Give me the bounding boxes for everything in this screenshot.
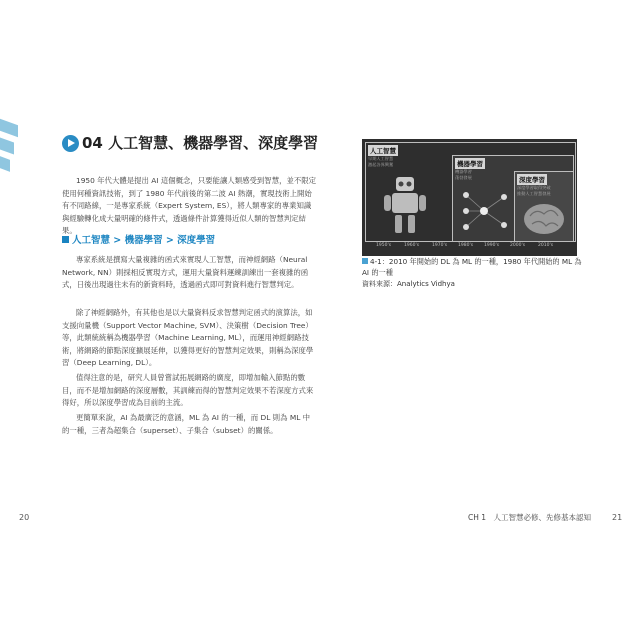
section-title: 04 人工智慧、機器學習、深度學習 [82, 134, 319, 152]
paragraph-4: 值得注意的是，研究人員曾嘗試拓展網路的廣度，即增加輸入節點的數目，而不是增加網路的深度層數，其訓練而得的智慧判定效果不若深度方式來得好，所以深度學習成為目前的主流。 [62, 373, 314, 407]
figure-source: 資料來源：Analytics Vidhya [362, 280, 455, 288]
year-label: 2000's [510, 243, 526, 248]
year-label: 1960's [404, 243, 420, 248]
brain-icon [522, 202, 566, 238]
decorative-stripe [0, 156, 10, 172]
paragraph-2: 專家系統是撰寫大量複雜的函式來實現人工智慧，而神經網路（Neural Network, NN）則採相反實現方式，運用大量資料運練訓練出一套複雜的函式，日後出現過往未有的新資料時，透過函式即可對資料進行智慧判定。 [62, 255, 309, 289]
dl-sublabel: 深度學習取得突破 推動人工智慧發展 [517, 185, 551, 196]
year-label: 2010's [538, 243, 554, 248]
figure-caption [362, 257, 582, 278]
timeline [370, 243, 575, 253]
subheading [62, 232, 317, 246]
ai-sublabel: 早期人工智慧 激起各界興奮 [368, 156, 394, 167]
subheading-text: 人工智慧 > 機器學習 > 深度學習 [72, 235, 216, 246]
ml-sublabel: 機器學習 蓬勃發展 [455, 169, 472, 180]
decorative-stripe [0, 137, 14, 154]
paragraph-3: 除了神經網路外，有其他也是以大量資料反求智慧判定函式的演算法，如支援向量機（Support Vector Machine, SVM）、決策樹（Decision Tree）等，此類統統稱為機器學習（Machine Learning, ML），而運用神經網路技術，將網路的節點深度擴展延伸，以獲得更好的智慧判定效果，則稱為深度學習（Deep Learning, DL）。 [62, 308, 314, 367]
network-icon [460, 187, 510, 235]
play-icon [62, 135, 79, 152]
ai-label: 人工智慧 [370, 147, 396, 155]
square-bullet-icon [62, 236, 69, 243]
paragraph-5: 更簡單來說，AI 為最廣泛的意涵，ML 為 AI 的一種，而 DL 則為 ML 中的一種，三者為超集合（superset）、子集合（subset）的關係。 [62, 413, 311, 435]
year-label: 1980's [458, 243, 474, 248]
decorative-stripe [0, 119, 18, 138]
year-label: 1970's [432, 243, 448, 248]
dl-label: 深度學習 [519, 176, 545, 184]
ml-label: 機器學習 [457, 160, 483, 168]
chapter-footer: CH 1 人工智慧必修、先修基本認知 [468, 513, 592, 522]
year-label: 1950's [376, 243, 392, 248]
square-bullet-icon [362, 258, 368, 264]
paragraph-1: 1950 年代大體是提出 AI 這個概念，只要能讓人類感受到智慧，並不限定使用何種資訊技術，到了 1980 年代前後的第二波 AI 熱潮，實現技術上開始有不同路線，一是專家系統（Expert System, ES），將人類專家的專業知識與經驗轉化成大量明確的條件式，透過條件計算獲得近似人類的智慧判定結果。 [62, 176, 317, 235]
robot-icon [380, 175, 430, 237]
ai-ml-dl-figure [362, 139, 577, 256]
year-label: 1990's [484, 243, 500, 248]
caption-text: 4-1：2010 年開始的 DL 為 ML 的一種，1980 年代開始的 ML 為 AI 的一種 [362, 257, 582, 277]
page-number-right: 21 [612, 513, 623, 522]
page-number-left: 20 [19, 513, 30, 522]
